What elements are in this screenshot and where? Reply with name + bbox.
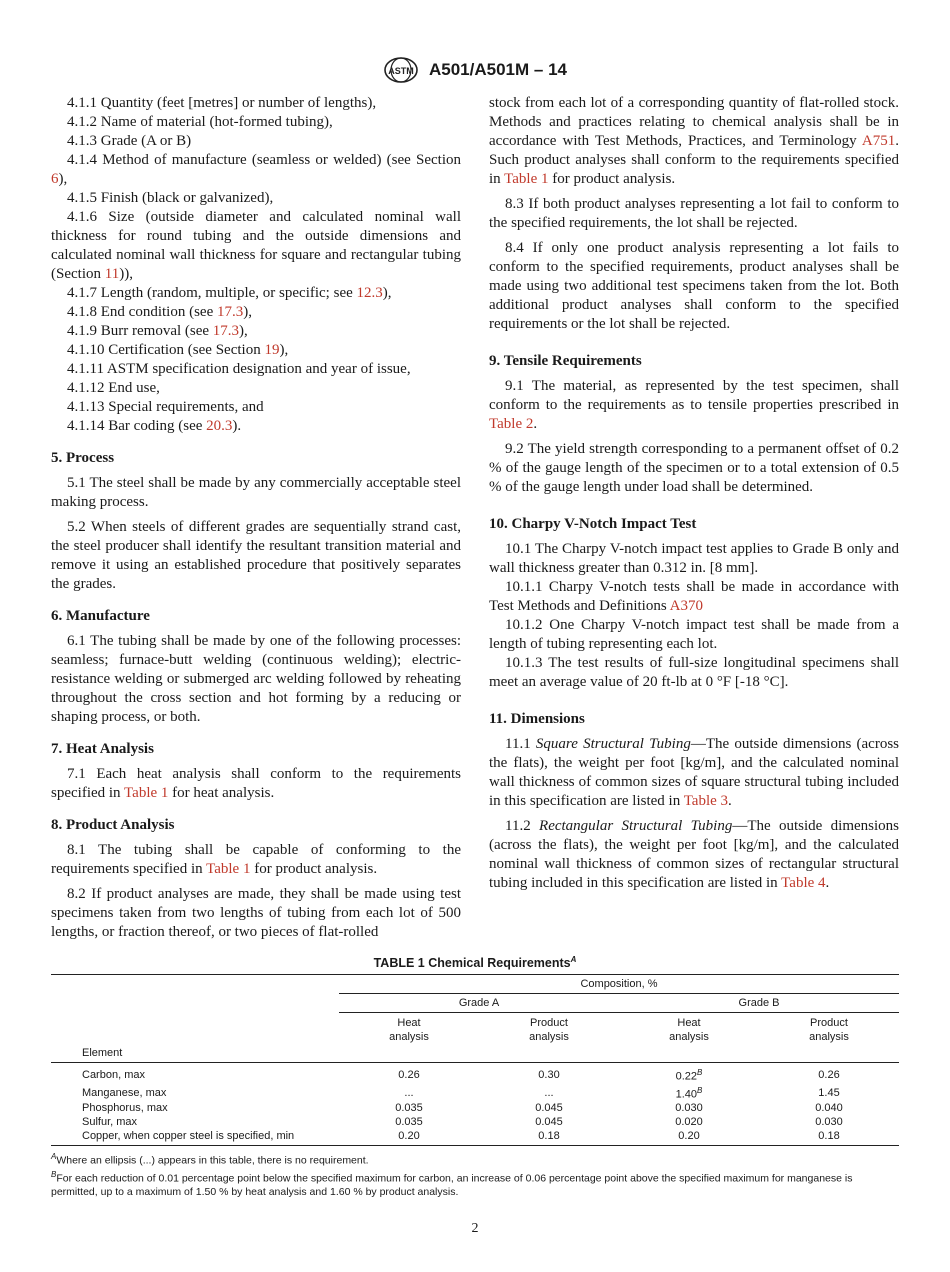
ordering-item: 4.1.2 Name of material (hot-formed tubing), [67,114,333,130]
footnote-b: $^B$For each reduction of 0.01 percentage point below the specified maximum for carbon, an increase of 0.06 percentage point above the specified maximum for manganese is permitted, up to a maximum of 1.50 % by heat analysis and 1.60 % by product analysis. [51,1169,853,1199]
grade-b-product-header: Product analysis [759,1013,899,1063]
ordering-item: 4.1.6 Size (outside diameter and calculated nominal wall thickness for round tubing and the outside dimensions and calculated nominal wall thickness for square and rectangular tubing (Section 11)), [51,209,461,282]
table-row [51,1115,899,1129]
section-9-heading: 9. Tensile Requirements [489,353,642,369]
grade-b-product-cell: 0.030 [815,1116,843,1129]
grade-a-heat-cell: 0.035 [395,1102,423,1115]
para-5-1: 5.1 The steel shall be made by any commercially acceptable steel making process. [51,475,461,510]
section-7-heading: 7. Heat Analysis [51,741,154,757]
ordering-item: 4.1.12 End use, [67,380,160,396]
a751-link[interactable]: A751 [861,133,896,149]
element-header: Element [82,1047,123,1060]
table-3-link[interactable]: Table 3 [683,793,729,809]
para-11-2: 11.2 Rectangular Structural Tubing—The outside dimensions (across the flats), the weight per foot [kg/m], and the calculated nominal wall thickness of common sizes of rectangular structural tubing included in this specification are listed in Table 4. [489,818,899,891]
grade-a-heat-cell: 0.035 [395,1116,423,1129]
grade-a-heat-cell: 0.20 [398,1130,420,1143]
para-8-3: 8.3 If both product analyses representing a lot fail to conform to the specified requirements, the lot shall be rejected. [489,196,899,231]
section-reference-link[interactable]: 12.3 [356,285,383,301]
footnote-a: $^A$Where an ellipsis (...) appears in this table, there is no requirement. [51,1152,369,1167]
ordering-item: 4.1.10 Certification (see Section 19), [67,342,289,358]
ordering-item: 4.1.7 Length (random, multiple, or specific; see 12.3), [67,285,392,301]
para-6-1: 6.1 The tubing shall be made by one of the following processes: seamless; furnace-butt welding (continuous welding); electric-resistance welding or submerged arc welding followed by reheating throughout the cross section and hot forming by a reducing or shaping process, or both. [51,633,461,725]
table-1-title: TABLE 1 Chemical Requirements$^A$ [373,955,577,971]
astm-logo [383,56,419,84]
para-9-1: 9.1 The material, as represented by the test specimen, shall conform to the requirements as to tensile properties prescribed in Table 2. [489,378,899,432]
grade-b-product-cell: 0.26 [818,1068,840,1081]
grade-b-heat-cell: $1.40^B$ [675,1085,703,1101]
grade-b-product-cell: 0.040 [815,1102,843,1115]
grade-a-heat-cell: ... [404,1086,414,1099]
ordering-item: 4.1.8 End condition (see 17.3), [67,304,252,320]
para-9-2: 9.2 The yield strength corresponding to a permanent offset of 0.2 % of the gauge length of the specimen or to a total extension of 0.5 % of the gauge length under load shall be determined. [489,441,899,495]
table-2-link[interactable]: Table 2 [489,416,534,432]
section-reference-link[interactable]: 17.3 [212,323,240,339]
para-5-2: 5.2 When steels of different grades are sequentially strand cast, the steel producer shall identify the resultant transition material and remove it using an established procedure that positively separates the grades. [51,519,461,592]
element-cell: Phosphorus, max [82,1102,168,1115]
grade-a-heat-header: Heat analysis [339,1013,479,1063]
svg-text:ASTM: ASTM [388,66,414,76]
section-8-heading: 8. Product Analysis [51,817,175,833]
ordering-item: 4.1.4 Method of manufacture (seamless or welded) (see Section 6), [51,152,461,187]
element-cell: Carbon, max [82,1068,145,1081]
chemical-requirements-table [51,974,899,1146]
section-reference-link[interactable]: 20.3 [206,418,233,434]
table-4-link[interactable]: Table 4 [781,875,826,891]
table-row [51,1129,899,1146]
table-footnotes [51,1150,899,1199]
para-8-2-continued: stock from each lot of a corresponding quantity of flat-rolled stock. Methods and practices relating to chemical analysis shall be in accordance with Test Methods, Practices, and Terminology A751. Such product analyses shall conform to the requirements specified in Table 1 for product analysis. [489,95,899,187]
para-10-1: 10.1 The Charpy V-notch impact test applies to Grade B only and wall thickness greater than 0.312 in. [8 mm]. [489,541,899,576]
section-reference-link[interactable]: 11 [104,266,120,282]
table-1-block [51,955,899,1199]
element-cell: Copper, when copper steel is specified, min [82,1130,295,1143]
grade-b-product-cell: 1.45 [818,1086,840,1099]
para-10-1-3: 10.1.3 The test results of full-size longitudinal specimens shall meet an average value of 20 ft-lb at 0 °F [-18 °C]. [489,655,899,690]
ordering-item: 4.1.11 ASTM specification designation and year of issue, [67,361,411,377]
grade-b-header: Grade B [619,994,899,1013]
grade-b-heat-cell: 0.20 [678,1130,700,1143]
section-5-heading: 5. Process [51,450,115,466]
a370-link[interactable]: A370 [669,598,703,614]
grade-b-heat-header: Heat analysis [619,1013,759,1063]
para-7-1: 7.1 Each heat analysis shall conform to the requirements specified in Table 1 for heat analysis. [51,766,461,801]
grade-a-product-cell: 0.045 [535,1102,563,1115]
ordering-items-list [51,94,461,436]
page-number: 2 [471,1221,479,1236]
para-8-4: 8.4 If only one product analysis representing a lot fails to conform to the specified requirements, product analyses shall be made using two additional test specimens taken from the lot. Both additional product analyses shall conform to the specified requirements or the lot shall be rejected. [489,240,899,332]
section-6-heading: 6. Manufacture [51,608,150,624]
para-11-1: 11.1 Square Structural Tubing—The outside dimensions (across the flats), the weight per foot [kg/m], and the calculated nominal wall thickness of common sizes of square structural tubing included in this specification are listed in Table 3. [489,736,899,809]
para-10-1-1: 10.1.1 Charpy V-notch tests shall be made in accordance with Test Methods and Definitions A370 [489,579,899,614]
grade-a-heat-cell: 0.26 [398,1068,420,1081]
grade-a-header: Grade A [339,994,619,1013]
left-column [51,94,461,942]
table-1-link[interactable]: Table 1 [504,171,549,187]
ordering-item: 4.1.3 Grade (A or B) [67,133,192,149]
document-designation: A501/A501M – 14 [429,60,567,79]
section-10-heading: 10. Charpy V-Notch Impact Test [489,516,697,532]
grade-b-product-cell: 0.18 [818,1130,840,1143]
para-8-2: 8.2 If product analyses are made, they shall be made using test specimens taken from two lengths of tubing from each lot of 500 lengths, or fraction thereof, or two pieces of flat-rolled [51,886,461,940]
ordering-item: 4.1.9 Burr removal (see 17.3), [67,323,248,339]
grade-a-product-cell: 0.045 [535,1116,563,1129]
table-row [51,1063,899,1084]
table-row [51,1101,899,1115]
grade-a-product-cell: 0.30 [538,1068,560,1081]
grade-a-product-header: Product analysis [479,1013,619,1063]
section-reference-link[interactable]: 17.3 [216,304,244,320]
element-cell: Manganese, max [82,1086,167,1099]
table-row [51,1084,899,1102]
ordering-item: 4.1.13 Special requirements, and [67,399,264,415]
section-11-heading: 11. Dimensions [489,711,585,727]
grade-a-product-cell: 0.18 [538,1130,560,1143]
para-8-1: 8.1 The tubing shall be capable of conforming to the requirements specified in Table 1 for product analysis. [51,842,461,877]
right-column [489,94,899,893]
element-cell: Sulfur, max [82,1116,138,1129]
table-1-link[interactable]: Table 1 [206,861,251,877]
ordering-item: 4.1.5 Finish (black or galvanized), [67,190,274,206]
ordering-item: 4.1.14 Bar coding (see 20.3). [67,418,242,434]
table-1-link[interactable]: Table 1 [124,785,169,801]
ordering-item: 4.1.1 Quantity (feet [metres] or number of lengths), [67,95,377,111]
section-reference-link[interactable]: 6 [51,171,59,187]
para-10-1-2: 10.1.2 One Charpy V-notch impact test shall be made from a length of tubing representing each lot. [489,617,899,652]
grade-b-heat-cell: $0.22^B$ [675,1068,703,1083]
composition-header: Composition, % [580,978,658,991]
grade-a-product-cell: ... [544,1086,554,1099]
section-reference-link[interactable]: 19 [264,342,280,358]
page-header [0,56,950,84]
grade-b-heat-cell: 0.020 [675,1116,703,1129]
grade-b-heat-cell: 0.030 [675,1102,703,1115]
